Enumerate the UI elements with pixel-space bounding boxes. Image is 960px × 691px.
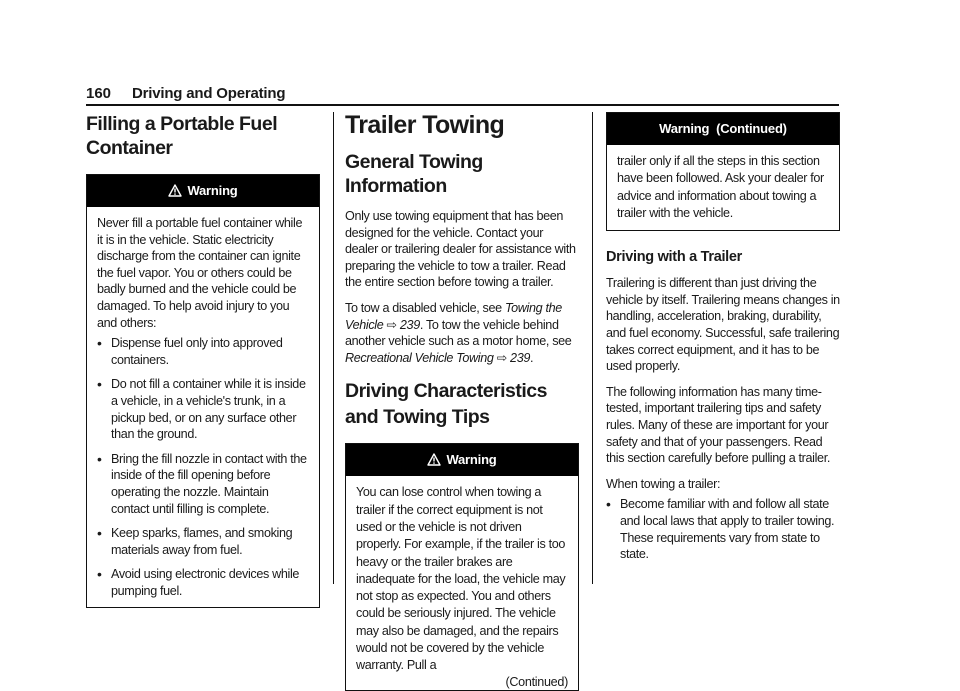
page-number: 160 [86, 85, 112, 102]
warning-box-towing [345, 443, 579, 690]
section-heading-driving-with-trailer: Driving with a Trailer [606, 249, 743, 266]
page-reference-icon: ⇨ [386, 317, 397, 332]
page-ref-number[interactable]: 239 [510, 350, 531, 365]
list-item: • Avoid using electronic devices while pumping fuel. [97, 566, 309, 599]
warning-header [87, 175, 319, 207]
section-heading-driving-characteristics: Driving Characteristics and Towing Tips [345, 380, 548, 429]
section-heading-general-towing: General Towing Information [345, 151, 483, 197]
section-heading-fuel-container: Filling a Portable Fuel Container [86, 113, 278, 159]
text-run: . To tow the vehicle behind another vehicle such as a motor home, see [345, 317, 572, 349]
cross-reference-towing-vehicle[interactable]: Towing the Vehicle [345, 300, 562, 332]
header-divider [86, 104, 839, 106]
continued-label: (Continued) [505, 674, 568, 689]
warning-body [87, 207, 319, 607]
section-title: Driving and Operating [132, 85, 286, 102]
warning-text: Never fill a portable fuel container while it is in the vehicle. Static electricity discharge from the container can ignite the fuel vapor. You or others could be badly burned and the vehicle could be damaged. To help avoid injury to you and others: [97, 216, 303, 330]
paragraph-tow-disabled [345, 300, 579, 366]
text-run: To tow a disabled vehicle, see [345, 300, 505, 315]
warning-body [346, 476, 578, 689]
page-header [86, 82, 838, 106]
page-ref-number[interactable]: 239 [399, 317, 420, 332]
column-driving-with-trailer [606, 110, 840, 571]
list-item: • Become familiar with and follow all state and local laws that apply to trailer towing. These requirements vary from state to state. [606, 496, 840, 562]
column-fuel-container [86, 110, 320, 608]
list-item: • Keep sparks, flames, and smoking materials away from fuel. [97, 525, 309, 558]
column-trailer-towing [345, 110, 579, 691]
page-reference-icon: ⇨ [496, 350, 507, 365]
warning-body [607, 145, 839, 230]
paragraph-when-towing: When towing a trailer: [606, 476, 721, 491]
warning-box-continued [606, 112, 840, 231]
warning-text: trailer only if all the steps in this section have been followed. Ask your dealer for advice and information about towing a trailer with the vehicle. [617, 154, 824, 220]
column-divider [592, 112, 593, 584]
list-item: • Bring the fill nozzle in contact with the inside of the fill opening before operating the nozzle. Maintain contact until filling is complete. [97, 451, 309, 517]
warning-label: Warning [187, 183, 238, 198]
text-run: . [530, 350, 534, 365]
towing-bullet-list [606, 496, 840, 562]
paragraph-trailering-different: Trailering is different than just driving the vehicle by itself. Trailering means changes in handling, acceleration, braking, durability, and fuel economy. Successful, safe trailering takes correct equipment, and it has to be used properly. [606, 276, 840, 374]
warning-label: Warning [446, 452, 497, 468]
warning-text: You can lose control when towing a trailer if the correct equipment is not used or the vehicle is not driven properly. For example, if the trailer is too heavy or the trailer brakes are inadequate for the load, the vehicle may not stop as expected. You and others could be seriously injured. The vehicle may also be damaged, and the repairs would not be covered by the vehicle warranty. Pull a [356, 485, 566, 673]
warning-label: Warning (Continued) [659, 121, 787, 136]
warning-header [607, 113, 839, 145]
list-item: • Do not fill a container while it is inside a vehicle, in a vehicle's trunk, in a pickup bed, or on any surface other than the ground. [97, 376, 309, 442]
paragraph-trailering-tips: The following information has many time-tested, important trailering tips and safety rules. Many of these are important for your safety and that of your passengers. Read this section carefully before pulling a trailer. [606, 384, 831, 466]
warning-bullet-list [97, 335, 309, 599]
column-divider [333, 112, 334, 584]
paragraph-general-towing: Only use towing equipment that has been designed for the vehicle. Contact your dealer or trailering dealer for assistance with preparing the vehicle to tow a trailer. Read the entire section before towing a trailer. [345, 209, 576, 290]
warning-triangle-icon [168, 184, 182, 197]
warning-triangle-icon [427, 453, 441, 466]
list-item: • Dispense fuel only into approved containers. [97, 335, 309, 368]
warning-box-fuel [86, 174, 320, 608]
chapter-heading-trailer-towing: Trailer Towing [345, 111, 505, 139]
cross-reference-rv-towing[interactable]: Recreational Vehicle Towing [345, 350, 494, 365]
warning-header [346, 444, 578, 476]
